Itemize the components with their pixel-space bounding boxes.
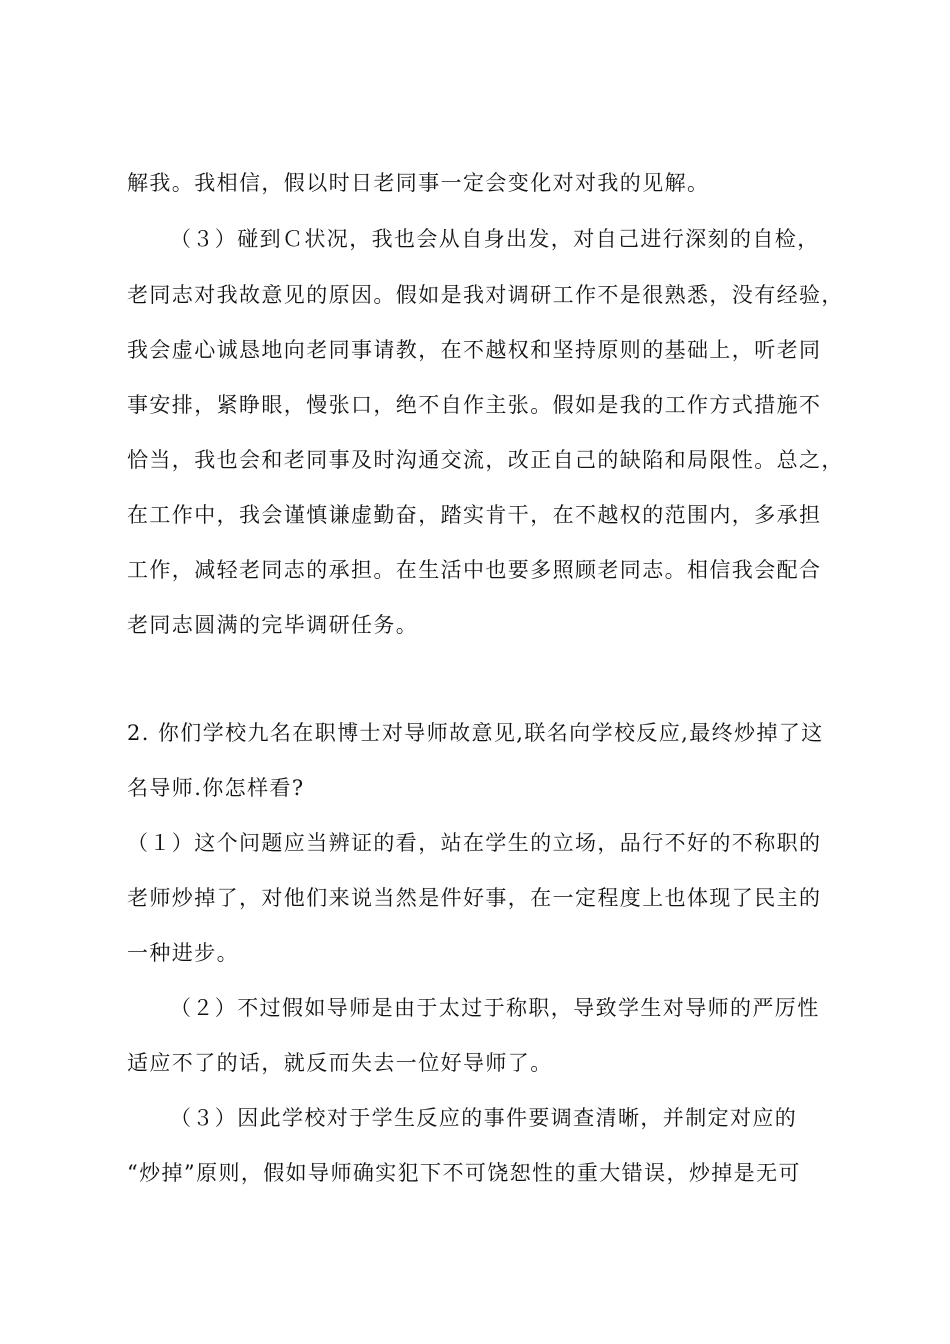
text-line: 老同志圆满的完毕调研任务。 (127, 613, 419, 637)
text-line: （３）因此学校对于学生反应的事件要调查清晰，并制定对应的 (170, 1106, 798, 1130)
text-line: 事安排，紧睁眼，慢张口，绝不自作主张。假如是我的工作方式措施不 (127, 393, 822, 417)
text-line: “炒掉”原则，假如导师确实犯下不可饶恕性的重大错误，炒掉是无可 (127, 1161, 801, 1185)
text-line: 老师炒掉了，对他们来说当然是件好事，在一定程度上也体现了民主的 (127, 886, 822, 910)
text-line: 恰当，我也会和老同事及时沟通交流，改正自己的缺陷和局限性。总之， (127, 448, 844, 472)
text-line: 我会虚心诚恳地向老同事请教，在不越权和坚持原则的基础上，听老同 (127, 338, 822, 362)
text-line: 老同志对我故意见的原因。假如是我对调研工作不是很熟悉，没有经验， (127, 283, 844, 307)
text-line: 工作，减轻老同志的承担。在生活中也要多照顾老同志。相信我会配合 (127, 558, 822, 582)
text-line: （１）这个问题应当辨证的看，站在学生的立场，品行不好的不称职的 (127, 831, 822, 855)
text-line: （２）不过假如导师是由于太过于称职，导致学生对导师的严厉性 (170, 996, 820, 1020)
question-heading: 2. 你们学校九名在职博士对导师故意见,联名向学校反应,最终炒掉了这 (127, 721, 824, 745)
text-line: 一种进步。 (127, 941, 239, 965)
text-line: 在工作中，我会谨慎谦虚勤奋，踏实肯干，在不越权的范围内，多承担 (127, 503, 822, 527)
text-line: 适应不了的话，就反而失去一位好导师了。 (127, 1051, 553, 1075)
question-heading: 名导师.你怎样看? (127, 776, 305, 800)
text-line: （３）碰到Ｃ状况，我也会从自身出发，对自己进行深刻的自检， (170, 227, 820, 251)
text-line: 解我。我相信，假以时日老同事一定会变化对对我的见解。 (127, 171, 710, 195)
